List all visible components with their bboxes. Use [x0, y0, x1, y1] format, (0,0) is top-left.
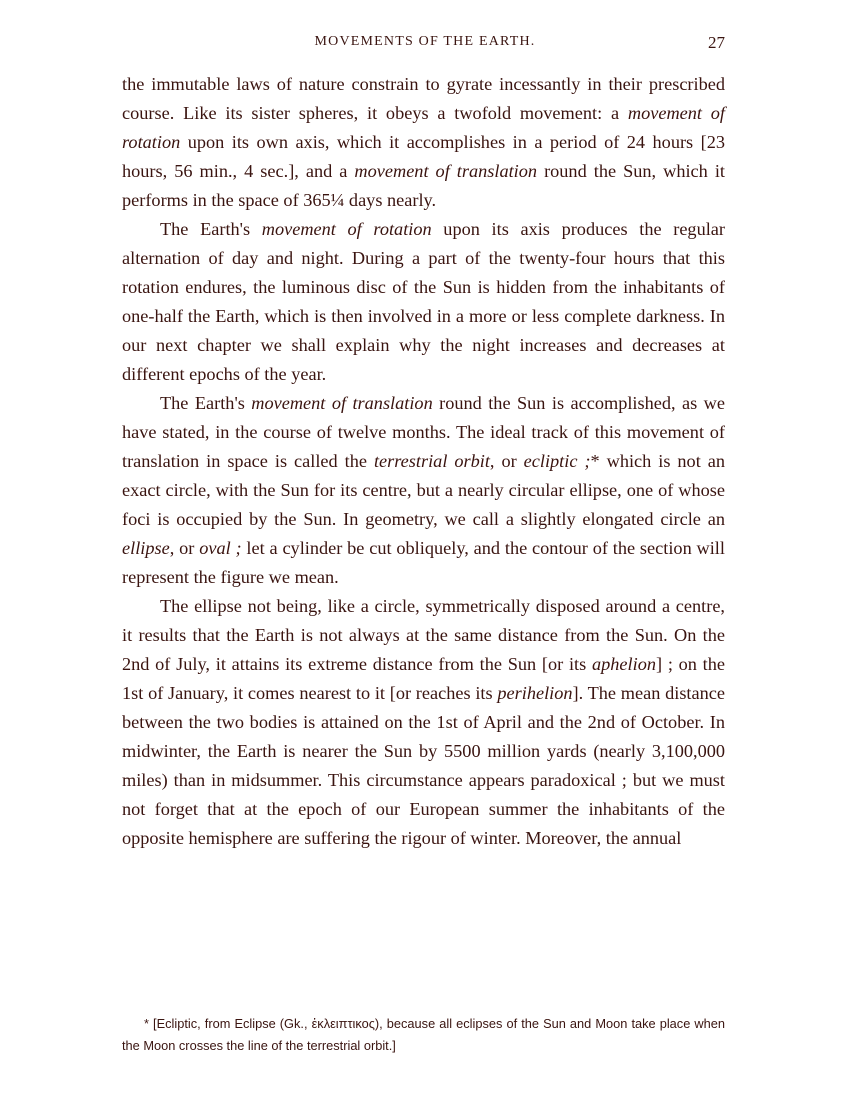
- paragraph-1: [122, 70, 725, 215]
- italic-term: aphelion: [592, 654, 656, 674]
- italic-term: oval ;: [199, 538, 242, 558]
- paragraph-4: [122, 592, 725, 853]
- italic-term: perihelion: [497, 683, 573, 703]
- italic-term: movement of rotation: [261, 219, 432, 239]
- segment: round the Sun is accomplished, as we have stated, in the course of twelve months. The ideal track of this movement of translation in space is called the: [122, 393, 725, 471]
- segment: upon its axis produces the regular alternation of day and night. During a part of the twenty-four hours that this rotation endures, the luminous disc of the Sun is hidden from the inhabitants of one-half the Earth, which is then involved in a more or less complete darkness. In our next chapter we shall explain why the night increases and decreases at different epochs of the year.: [122, 219, 725, 384]
- segment: The Earth's: [160, 219, 262, 239]
- segment: * which is not an exact circle, with the Sun for its centre, but a nearly circular ellipse, one of whose foci is occupied by the Sun. In geometry, we call a slightly elongated circle an: [122, 451, 725, 529]
- body-text: [122, 70, 725, 853]
- footnote: * [Ecliptic, from Eclipse (Gk., ἐκλειπτικος), because all eclipses of the Sun and Moon take place when the Moon crosses the line of the terrestrial orbit.]: [122, 1016, 725, 1053]
- italic-term: terrestrial orbit: [373, 451, 490, 471]
- segment: , or: [489, 451, 524, 471]
- paragraph-2: [122, 215, 725, 389]
- segment: the immutable laws of nature constrain to gyrate incessantly in their prescribed course. Like its sister spheres, it obeys a twofold movement: a: [122, 74, 725, 123]
- segment: ] ; on the 1st of January, it comes nearest to it [or reaches its: [122, 654, 725, 703]
- segment: round the Sun, which it performs in the space of 365¼ days nearly.: [122, 161, 725, 210]
- segment: The ellipse not being, like a circle, symmetrically disposed around a centre, it results that the Earth is not always at the same distance from the Sun. On the 2nd of July, it attains its extreme distance from the Sun [or its: [122, 596, 725, 674]
- segment: , or: [169, 538, 200, 558]
- paragraph-3: [122, 389, 725, 592]
- italic-term: movement of translation: [251, 393, 433, 413]
- segment: let a cylinder be cut obliquely, and the contour of the section will represent the figure we mean.: [122, 538, 725, 587]
- segment: ]. The mean distance between the two bodies is attained on the 1st of April and the 2nd of October. In midwinter, the Earth is nearer the Sun by 5500 million yards (nearly 3,100,000 miles) than in midsummer. This circumstance appears paradoxical ; but we must not forget that at the epoch of our European summer the inhabitants of the opposite hemisphere are suffering the rigour of winter. Moreover, the annual: [122, 683, 725, 848]
- running-title: MOVEMENTS OF THE EARTH.: [314, 34, 536, 49]
- page-number: 27: [708, 33, 725, 52]
- segment: upon its own axis, which it accomplishes in a period of 24 hours [23 hours, 56 min., 4 sec.], and a: [122, 132, 725, 181]
- segment: The Earth's: [160, 393, 252, 413]
- running-head: [125, 34, 725, 56]
- italic-term: ecliptic ;: [523, 451, 591, 471]
- italic-term: movement of translation: [354, 161, 538, 181]
- italic-term: movement of rotation: [122, 103, 725, 152]
- italic-term: ellipse: [122, 538, 170, 558]
